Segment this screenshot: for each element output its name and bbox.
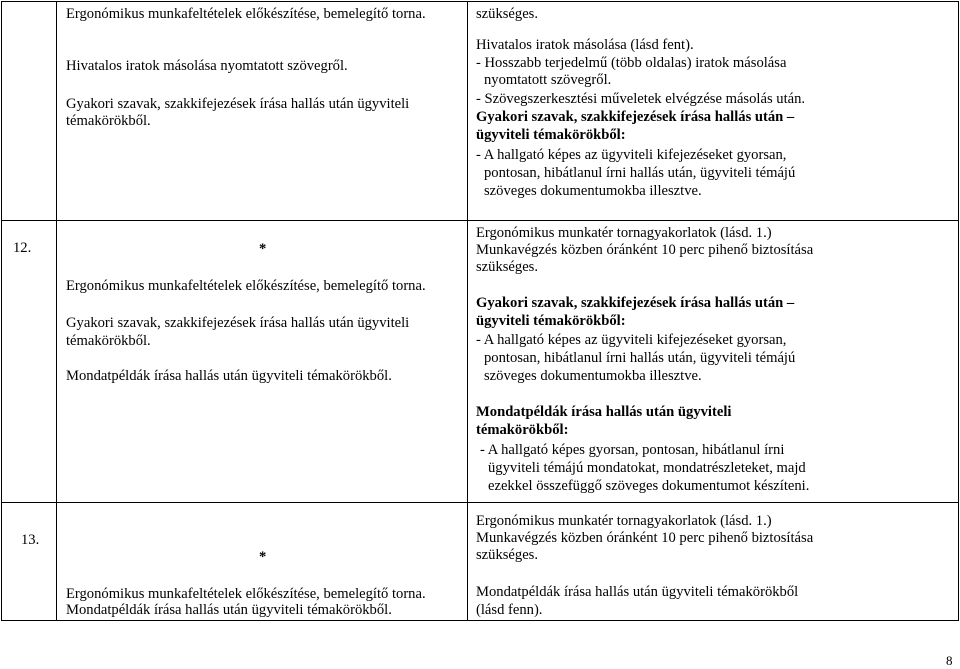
cell-text: nyomtatott szövegről. <box>484 72 612 88</box>
row-star-marker: * <box>259 241 267 257</box>
cell-text: - Hosszabb terjedelmű (több oldalas) iratok másolása <box>476 55 787 71</box>
row-number: 12. <box>13 240 32 256</box>
cell-heading: Gyakori szavak, szakkifejezések írása hallás után – <box>476 295 795 311</box>
cell-text: - Szövegszerkesztési műveletek elvégzése másolás után. <box>476 91 806 107</box>
cell-text: Ergonómikus munkafeltételek előkészítése, bemelegítő torna. <box>66 278 426 294</box>
cell-text: ezekkel összefüggő szöveges dokumentumot készíteni. <box>488 478 810 494</box>
table-border-left <box>1 1 2 620</box>
cell-text: Mondatpéldák írása hallás után ügyviteli témakörökből <box>476 584 799 600</box>
cell-text: Gyakori szavak, szakkifejezések írása hallás után ügyviteli <box>66 315 410 331</box>
page-number: 8 <box>946 653 953 668</box>
cell-text: Ergonómikus munkatér tornagyakorlatok (lásd. 1.) <box>476 513 772 529</box>
cell-text: ügyviteli témájú mondatokat, mondatrészleteket, majd <box>488 460 806 476</box>
column-divider-number <box>56 1 57 620</box>
cell-heading: Gyakori szavak, szakkifejezések írása hallás után – <box>476 109 795 125</box>
row-star-marker: * <box>259 549 267 565</box>
cell-text: Ergonómikus munkafeltételek előkészítése, bemelegítő torna. <box>66 586 426 602</box>
cell-text: Mondatpéldák írása hallás után ügyviteli témakörökből. <box>66 602 392 618</box>
cell-text: pontosan, hibátlanul írni hallás után, ügyviteli témájú <box>484 350 796 366</box>
cell-text: - A hallgató képes az ügyviteli kifejezéseket gyorsan, <box>476 332 787 348</box>
table-border-right <box>958 1 959 620</box>
column-divider-content <box>467 1 468 620</box>
cell-text: - A hallgató képes gyorsan, pontosan, hibátlanul írni <box>480 442 785 458</box>
cell-heading: ügyviteli témakörökből: <box>476 127 626 143</box>
cell-text: Ergonómikus munkatér tornagyakorlatok (lásd. 1.) <box>476 225 772 241</box>
cell-text: Hivatalos iratok másolása nyomtatott szövegről. <box>66 58 348 74</box>
cell-heading: témakörökből: <box>476 422 569 438</box>
table-border-bottom <box>1 620 959 621</box>
cell-text: pontosan, hibátlanul írni hallás után, ügyviteli témájú <box>484 165 796 181</box>
table-border-top <box>1 1 959 2</box>
cell-text: Mondatpéldák írása hallás után ügyviteli témakörökből. <box>66 368 392 384</box>
cell-text: szükséges. <box>476 547 539 563</box>
cell-text: témakörökből. <box>66 333 151 349</box>
cell-text: (lásd fenn). <box>476 602 543 618</box>
cell-heading: ügyviteli témakörökből: <box>476 313 626 329</box>
cell-text: szükséges. <box>476 6 539 22</box>
cell-text: Gyakori szavak, szakkifejezések írása hallás után ügyviteli <box>66 96 410 112</box>
cell-text: szöveges dokumentumokba illesztve. <box>484 368 702 384</box>
cell-text: Munkavégzés közben óránként 10 perc pihenő biztosítása <box>476 242 814 258</box>
row-divider-1 <box>1 220 959 221</box>
cell-text: - A hallgató képes az ügyviteli kifejezéseket gyorsan, <box>476 147 787 163</box>
cell-text: szöveges dokumentumokba illesztve. <box>484 183 702 199</box>
cell-text: Hivatalos iratok másolása (lásd fent). <box>476 37 694 53</box>
row-number: 13. <box>21 532 40 548</box>
cell-text: témakörökből. <box>66 113 151 129</box>
cell-text: Munkavégzés közben óránként 10 perc pihenő biztosítása <box>476 530 814 546</box>
row-divider-2 <box>1 502 959 503</box>
cell-text: szükséges. <box>476 259 539 275</box>
cell-heading: Mondatpéldák írása hallás után ügyviteli <box>476 404 732 420</box>
cell-text: Ergonómikus munkafeltételek előkészítése, bemelegítő torna. <box>66 6 426 22</box>
